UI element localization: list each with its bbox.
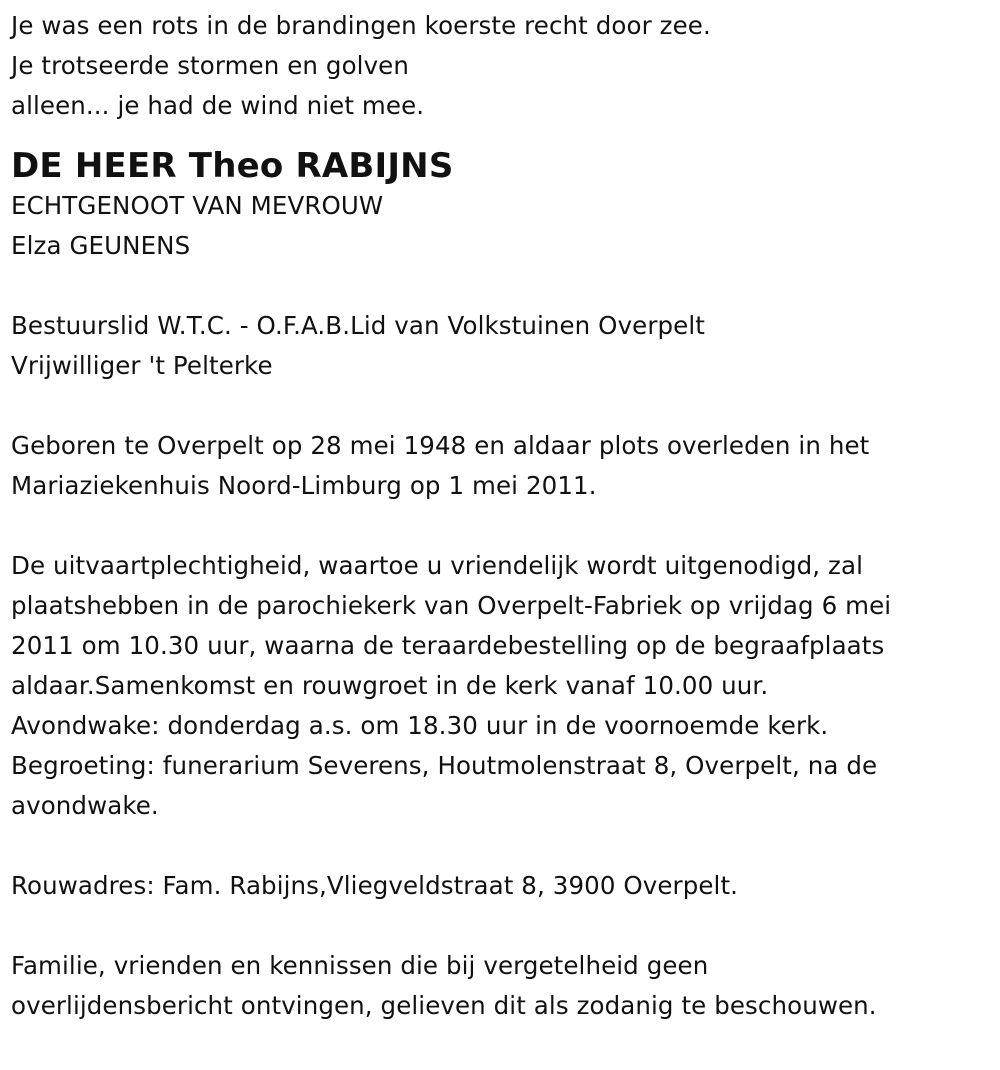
birth-death-line: Mariaziekenhuis Noord-Limburg op 1 mei 2011. bbox=[11, 471, 597, 500]
funeral-line: De uitvaartplechtigheid, waartoe u vriendelijk wordt uitgenodigd, zal bbox=[11, 551, 864, 580]
funeral-section bbox=[11, 546, 1000, 826]
mourning-address: Rouwadres: Fam. Rabijns,Vliegveldstraat 8, 3900 Overpelt. bbox=[11, 871, 739, 900]
spouse-name: Elza GEUNENS bbox=[11, 231, 191, 260]
poem-line: Je was een rots in de brandingen koerste recht door zee. bbox=[11, 11, 711, 40]
spacer bbox=[11, 266, 1000, 306]
roles-section bbox=[11, 306, 1000, 386]
funeral-line: Avondwake: donderdag a.s. om 18.30 uur in de voornoemde kerk. bbox=[11, 711, 829, 740]
birth-death-line: Geboren te Overpelt op 28 mei 1948 en aldaar plots overleden in het bbox=[11, 431, 870, 460]
funeral-line: avondwake. bbox=[11, 791, 159, 820]
birth-death-section bbox=[11, 426, 1000, 506]
funeral-line: plaatshebben in de parochiekerk van Overpelt-Fabriek op vrijdag 6 mei bbox=[11, 591, 892, 620]
deceased-name: DE HEER Theo RABIJNS bbox=[11, 146, 454, 186]
closing-section bbox=[11, 946, 1000, 1026]
role-line: Bestuurslid W.T.C. - O.F.A.B.Lid van Volkstuinen Overpelt bbox=[11, 311, 705, 340]
funeral-line: Begroeting: funerarium Severens, Houtmolenstraat 8, Overpelt, na de bbox=[11, 751, 878, 780]
spacer bbox=[11, 386, 1000, 426]
closing-line: Familie, vrienden en kennissen die bij vergetelheid geen bbox=[11, 951, 709, 980]
spacer bbox=[11, 906, 1000, 946]
spacer bbox=[11, 826, 1000, 866]
closing-line: overlijdensbericht ontvingen, gelieven dit als zodanig te beschouwen. bbox=[11, 991, 877, 1020]
poem-line: alleen... je had de wind niet mee. bbox=[11, 91, 425, 120]
funeral-line: 2011 om 10.30 uur, waarna de teraardebestelling op de begraafplaats bbox=[11, 631, 885, 660]
address-section bbox=[11, 866, 1000, 906]
funeral-line: aldaar.Samenkomst en rouwgroet in de kerk vanaf 10.00 uur. bbox=[11, 671, 769, 700]
poem-line: Je trotseerde stormen en golven bbox=[11, 51, 409, 80]
spouse-title: ECHTGENOOT VAN MEVROUW bbox=[11, 191, 384, 220]
poem-section bbox=[11, 6, 1000, 126]
role-line: Vrijwilliger 't Pelterke bbox=[11, 351, 273, 380]
spacer bbox=[11, 506, 1000, 546]
